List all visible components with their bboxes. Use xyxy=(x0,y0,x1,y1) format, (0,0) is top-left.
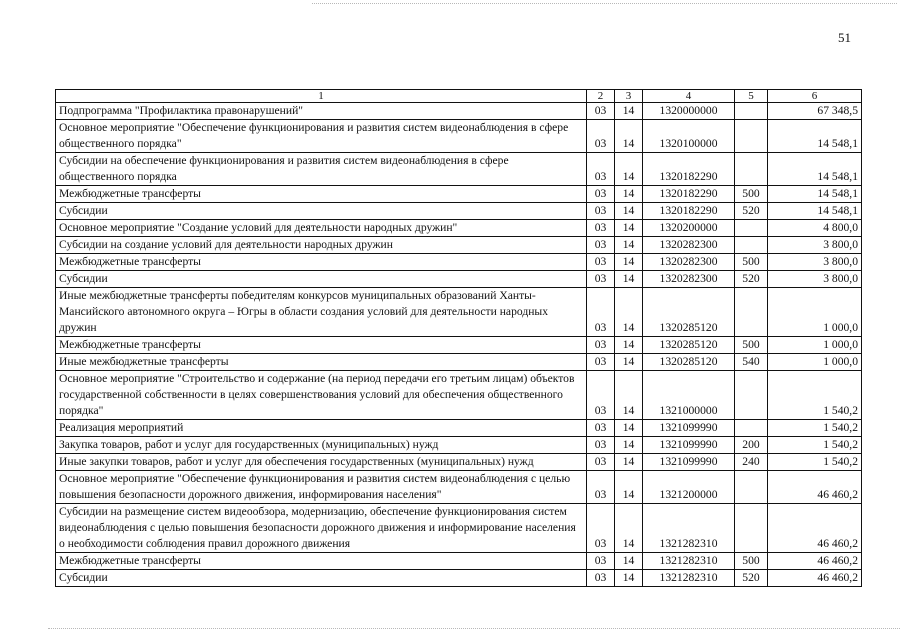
row-expense-type-cell: 520 xyxy=(735,203,768,220)
row-subsection-cell: 14 xyxy=(615,103,643,120)
row-subsection-cell: 14 xyxy=(615,237,643,254)
row-amount-cell: 4 800,0 xyxy=(768,220,862,237)
row-subsection-cell: 14 xyxy=(615,271,643,288)
row-section-cell: 03 xyxy=(587,337,615,354)
row-subsection-cell: 14 xyxy=(615,153,643,186)
row-section-cell: 03 xyxy=(587,288,615,337)
row-amount-cell: 67 348,5 xyxy=(768,103,862,120)
row-expense-type-cell: 200 xyxy=(735,437,768,454)
row-section-cell: 03 xyxy=(587,153,615,186)
row-subsection-cell: 14 xyxy=(615,337,643,354)
row-target-article-cell: 1320200000 xyxy=(643,220,735,237)
table-row xyxy=(56,454,862,471)
table-row xyxy=(56,120,862,153)
row-subsection-cell: 14 xyxy=(615,454,643,471)
row-section-cell: 03 xyxy=(587,254,615,271)
scan-artifact-bottom xyxy=(48,628,900,630)
row-subsection-cell: 14 xyxy=(615,203,643,220)
row-expense-type-cell xyxy=(735,371,768,420)
row-amount-cell: 1 540,2 xyxy=(768,437,862,454)
row-expense-type-cell xyxy=(735,420,768,437)
row-name-cell: Межбюджетные трансферты xyxy=(56,186,587,203)
table-row xyxy=(56,420,862,437)
table-row xyxy=(56,254,862,271)
table-row xyxy=(56,371,862,420)
page-number: 51 xyxy=(838,30,851,45)
row-expense-type-cell: 520 xyxy=(735,271,768,288)
row-section-cell: 03 xyxy=(587,186,615,203)
row-name-cell: Реализация мероприятий xyxy=(56,420,587,437)
table-row xyxy=(56,271,862,288)
row-amount-cell: 1 000,0 xyxy=(768,354,862,371)
row-subsection-cell: 14 xyxy=(615,354,643,371)
table-row xyxy=(56,337,862,354)
row-expense-type-cell xyxy=(735,288,768,337)
row-name-cell: Межбюджетные трансферты xyxy=(56,337,587,354)
row-target-article-cell: 1320182290 xyxy=(643,153,735,186)
row-expense-type-cell xyxy=(735,504,768,553)
header-cell-6: 6 xyxy=(768,90,862,103)
scan-artifact-top xyxy=(312,3,897,5)
row-amount-cell: 1 540,2 xyxy=(768,371,862,420)
row-target-article-cell: 1320182290 xyxy=(643,186,735,203)
row-section-cell: 03 xyxy=(587,103,615,120)
row-section-cell: 03 xyxy=(587,120,615,153)
table-row xyxy=(56,186,862,203)
row-expense-type-cell xyxy=(735,237,768,254)
row-target-article-cell: 1321099990 xyxy=(643,437,735,454)
row-expense-type-cell: 500 xyxy=(735,337,768,354)
header-cell-1: 1 xyxy=(56,90,587,103)
table-row xyxy=(56,570,862,587)
row-subsection-cell: 14 xyxy=(615,186,643,203)
row-amount-cell: 14 548,1 xyxy=(768,203,862,220)
row-section-cell: 03 xyxy=(587,553,615,570)
row-subsection-cell: 14 xyxy=(615,570,643,587)
row-name-cell: Подпрограмма "Профилактика правонарушений" xyxy=(56,103,587,120)
table-row xyxy=(56,220,862,237)
row-amount-cell: 46 460,2 xyxy=(768,570,862,587)
row-subsection-cell: 14 xyxy=(615,254,643,271)
row-name-cell: Субсидии на размещение систем видеообзора, модернизацию, обеспечение функционирования систем видеонаблюдения с целью повышения безопасности дорожного движения и информирование населения о необходимости соблюдения правил дорожного движения xyxy=(56,504,587,553)
row-amount-cell: 3 800,0 xyxy=(768,237,862,254)
row-name-cell: Субсидии на обеспечение функционирования и развития систем видеонаблюдения в сфере общественного порядка xyxy=(56,153,587,186)
row-section-cell: 03 xyxy=(587,271,615,288)
row-amount-cell: 46 460,2 xyxy=(768,471,862,504)
row-name-cell: Субсидии xyxy=(56,570,587,587)
row-amount-cell: 1 540,2 xyxy=(768,420,862,437)
table-row xyxy=(56,203,862,220)
row-subsection-cell: 14 xyxy=(615,220,643,237)
row-subsection-cell: 14 xyxy=(615,471,643,504)
row-name-cell: Закупка товаров, работ и услуг для государственных (муниципальных) нужд xyxy=(56,437,587,454)
row-target-article-cell: 1321282310 xyxy=(643,553,735,570)
row-name-cell: Основное мероприятие "Строительство и содержание (на период передачи его третьим лицам) объектов государственной собственности в целях совершенствования условий для обеспечения общественного порядка" xyxy=(56,371,587,420)
row-name-cell: Основное мероприятие "Обеспечение функционирования и развития систем видеонаблюдения в сфере общественного порядка" xyxy=(56,120,587,153)
row-section-cell: 03 xyxy=(587,437,615,454)
row-section-cell: 03 xyxy=(587,504,615,553)
row-subsection-cell: 14 xyxy=(615,437,643,454)
header-cell-5: 5 xyxy=(735,90,768,103)
row-name-cell: Иные межбюджетные трансферты xyxy=(56,354,587,371)
row-section-cell: 03 xyxy=(587,220,615,237)
row-amount-cell: 3 800,0 xyxy=(768,254,862,271)
row-section-cell: 03 xyxy=(587,354,615,371)
row-expense-type-cell xyxy=(735,153,768,186)
row-expense-type-cell: 500 xyxy=(735,254,768,271)
row-section-cell: 03 xyxy=(587,471,615,504)
row-subsection-cell: 14 xyxy=(615,288,643,337)
table-row xyxy=(56,437,862,454)
budget-table xyxy=(55,89,862,587)
row-target-article-cell: 1321282310 xyxy=(643,504,735,553)
row-expense-type-cell: 500 xyxy=(735,553,768,570)
row-expense-type-cell: 500 xyxy=(735,186,768,203)
row-target-article-cell: 1320285120 xyxy=(643,354,735,371)
row-expense-type-cell xyxy=(735,220,768,237)
row-section-cell: 03 xyxy=(587,420,615,437)
row-expense-type-cell: 520 xyxy=(735,570,768,587)
header-cell-4: 4 xyxy=(643,90,735,103)
row-amount-cell: 46 460,2 xyxy=(768,553,862,570)
row-name-cell: Субсидии xyxy=(56,271,587,288)
row-name-cell: Межбюджетные трансферты xyxy=(56,254,587,271)
row-expense-type-cell: 240 xyxy=(735,454,768,471)
row-target-article-cell: 1320285120 xyxy=(643,288,735,337)
row-target-article-cell: 1320285120 xyxy=(643,337,735,354)
row-expense-type-cell xyxy=(735,471,768,504)
row-section-cell: 03 xyxy=(587,371,615,420)
row-target-article-cell: 1320000000 xyxy=(643,103,735,120)
row-section-cell: 03 xyxy=(587,203,615,220)
row-name-cell: Субсидии на создание условий для деятельности народных дружин xyxy=(56,237,587,254)
row-amount-cell: 14 548,1 xyxy=(768,120,862,153)
row-amount-cell: 1 540,2 xyxy=(768,454,862,471)
table-row xyxy=(56,153,862,186)
row-target-article-cell: 1320282300 xyxy=(643,271,735,288)
row-subsection-cell: 14 xyxy=(615,553,643,570)
row-target-article-cell: 1320182290 xyxy=(643,203,735,220)
table-row xyxy=(56,103,862,120)
table-header-row xyxy=(56,90,862,103)
row-amount-cell: 14 548,1 xyxy=(768,153,862,186)
row-name-cell: Иные закупки товаров, работ и услуг для обеспечения государственных (муниципальных) нужд xyxy=(56,454,587,471)
row-expense-type-cell xyxy=(735,103,768,120)
table-row xyxy=(56,288,862,337)
row-subsection-cell: 14 xyxy=(615,504,643,553)
row-name-cell: Иные межбюджетные трансферты победителям конкурсов муниципальных образований Ханты-Мансийского автономного округа – Югры в области создания условий для деятельности народных дружин xyxy=(56,288,587,337)
row-target-article-cell: 1321099990 xyxy=(643,454,735,471)
row-expense-type-cell xyxy=(735,120,768,153)
header-cell-2: 2 xyxy=(587,90,615,103)
row-name-cell: Основное мероприятие "Обеспечение функционирования и развития систем видеонаблюдения с целью повышения безопасности дорожного движения, информирования населения" xyxy=(56,471,587,504)
row-target-article-cell: 1321200000 xyxy=(643,471,735,504)
row-section-cell: 03 xyxy=(587,454,615,471)
row-subsection-cell: 14 xyxy=(615,371,643,420)
row-target-article-cell: 1320282300 xyxy=(643,254,735,271)
row-expense-type-cell: 540 xyxy=(735,354,768,371)
table-row xyxy=(56,354,862,371)
table-row xyxy=(56,553,862,570)
row-name-cell: Субсидии xyxy=(56,203,587,220)
row-target-article-cell: 1321000000 xyxy=(643,371,735,420)
row-name-cell: Межбюджетные трансферты xyxy=(56,553,587,570)
table-row xyxy=(56,504,862,553)
row-subsection-cell: 14 xyxy=(615,120,643,153)
row-amount-cell: 1 000,0 xyxy=(768,337,862,354)
table-row xyxy=(56,471,862,504)
row-amount-cell: 46 460,2 xyxy=(768,504,862,553)
row-name-cell: Основное мероприятие "Создание условий для деятельности народных дружин" xyxy=(56,220,587,237)
table-row xyxy=(56,237,862,254)
row-target-article-cell: 1321099990 xyxy=(643,420,735,437)
row-target-article-cell: 1321282310 xyxy=(643,570,735,587)
row-target-article-cell: 1320100000 xyxy=(643,120,735,153)
row-amount-cell: 3 800,0 xyxy=(768,271,862,288)
row-amount-cell: 14 548,1 xyxy=(768,186,862,203)
row-section-cell: 03 xyxy=(587,570,615,587)
header-cell-3: 3 xyxy=(615,90,643,103)
row-amount-cell: 1 000,0 xyxy=(768,288,862,337)
row-target-article-cell: 1320282300 xyxy=(643,237,735,254)
row-section-cell: 03 xyxy=(587,237,615,254)
row-subsection-cell: 14 xyxy=(615,420,643,437)
